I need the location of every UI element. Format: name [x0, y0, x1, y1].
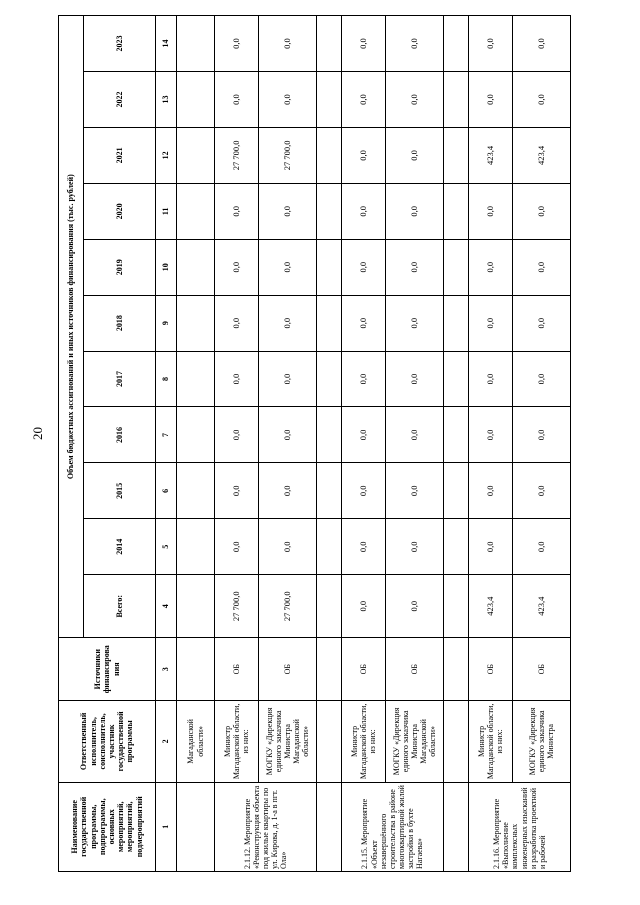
year-value-cell: 423,4	[469, 127, 513, 183]
year-value-cell: 0,0	[469, 351, 513, 407]
column-number: 10	[156, 239, 177, 295]
year-value-cell: 0,0	[342, 16, 386, 72]
source-cell: ОБ	[386, 638, 444, 701]
year-value-cell: 0,0	[386, 351, 444, 407]
source-cell: ОБ	[469, 638, 513, 701]
year-value-cell: 0,0	[386, 239, 444, 295]
year-value-cell: 0,0	[215, 16, 259, 72]
spacer-row	[444, 16, 469, 872]
header-source: Источники финансирова ния	[59, 638, 156, 701]
measure-name-cell: 2.1.12. Мероприятие «Реконструкция объекта под жилые квартиры по ул. Кирова, д. 1-а в пгт. Ола»	[215, 782, 317, 871]
header-year: 2015	[84, 463, 156, 519]
year-cell	[177, 351, 215, 407]
source-cell: ОБ	[342, 638, 386, 701]
measure-name-cell: 2.1.16. Мероприятие «Выполнение комплексных инженерных изысканий и разработка проектной и рабочей	[469, 782, 571, 871]
table-row	[215, 16, 259, 872]
spacer-cell	[444, 638, 469, 701]
column-number: 3	[156, 638, 177, 701]
spacer-cell	[317, 407, 342, 463]
year-cell	[177, 407, 215, 463]
source-cell: ОБ	[259, 638, 317, 701]
executor-cell: Магаданской области»	[177, 701, 215, 782]
page-number: 20	[30, 427, 45, 440]
total-value-cell: 423,4	[513, 575, 571, 638]
year-value-cell: 0,0	[386, 127, 444, 183]
table-row	[386, 16, 444, 872]
source-cell: ОБ	[215, 638, 259, 701]
table-row	[342, 16, 386, 872]
spacer-cell	[317, 127, 342, 183]
year-value-cell: 423,4	[513, 127, 571, 183]
year-value-cell: 0,0	[215, 239, 259, 295]
year-value-cell: 0,0	[469, 407, 513, 463]
year-value-cell: 0,0	[469, 519, 513, 575]
spacer-cell	[317, 575, 342, 638]
header-year: 2022	[84, 72, 156, 128]
header-year: 2018	[84, 295, 156, 351]
spacer-cell	[317, 463, 342, 519]
executor-cell: Министр Магаданской области, из них:	[215, 701, 259, 782]
year-value-cell: 0,0	[386, 295, 444, 351]
column-number: 7	[156, 407, 177, 463]
spacer-cell	[444, 351, 469, 407]
total-value-cell: 0,0	[386, 575, 444, 638]
year-value-cell: 27 700,0	[259, 127, 317, 183]
year-value-cell: 0,0	[259, 16, 317, 72]
total-value-cell: 27 700,0	[215, 575, 259, 638]
year-value-cell: 0,0	[342, 127, 386, 183]
spacer-cell	[317, 701, 342, 782]
header-name: Наименование государственной программы, подпрограммы, основных мероприятий, мероприятий, подмероприятий	[59, 782, 156, 871]
financing-table	[58, 15, 571, 872]
year-value-cell: 0,0	[513, 463, 571, 519]
column-number-row	[156, 16, 177, 872]
year-value-cell: 0,0	[215, 463, 259, 519]
year-value-cell: 0,0	[513, 183, 571, 239]
year-value-cell: 0,0	[342, 295, 386, 351]
year-cell	[177, 519, 215, 575]
year-value-cell: 0,0	[386, 16, 444, 72]
spacer-cell	[444, 239, 469, 295]
spacer-cell	[444, 183, 469, 239]
year-value-cell: 0,0	[386, 183, 444, 239]
year-value-cell: 0,0	[342, 407, 386, 463]
source-cell: ОБ	[513, 638, 571, 701]
year-value-cell: 0,0	[215, 519, 259, 575]
column-number: 2	[156, 701, 177, 782]
executor-cell: Министр Магаданской области, из них:	[342, 701, 386, 782]
spacer-cell	[317, 183, 342, 239]
year-value-cell: 0,0	[513, 239, 571, 295]
year-value-cell: 0,0	[342, 183, 386, 239]
spacer-cell	[444, 463, 469, 519]
year-value-cell: 0,0	[259, 239, 317, 295]
header-year: 2017	[84, 351, 156, 407]
year-value-cell: 0,0	[259, 72, 317, 128]
total-value-cell: 423,4	[469, 575, 513, 638]
header-year: 2023	[84, 16, 156, 72]
year-value-cell: 0,0	[513, 519, 571, 575]
header-year: 2020	[84, 183, 156, 239]
year-value-cell: 0,0	[215, 295, 259, 351]
year-cell	[177, 183, 215, 239]
spacer-cell	[444, 701, 469, 782]
table-row	[259, 16, 317, 872]
total-cell	[177, 575, 215, 638]
column-number: 13	[156, 72, 177, 128]
spacer-cell	[444, 575, 469, 638]
year-value-cell: 0,0	[215, 72, 259, 128]
spacer-cell	[444, 72, 469, 128]
year-value-cell: 0,0	[469, 295, 513, 351]
year-value-cell: 0,0	[513, 72, 571, 128]
year-value-cell: 0,0	[513, 16, 571, 72]
year-value-cell: 0,0	[259, 351, 317, 407]
year-value-cell: 0,0	[342, 72, 386, 128]
executor-cell: МОГКУ «Дирекция единого заказчика Министра Магаданской области»	[386, 701, 444, 782]
year-value-cell: 0,0	[342, 463, 386, 519]
measure-name-cell: 2.1.15. Мероприятие «Объект незавершённого строительства в районе многоквартирной жилой застройки в бухте Нагаева»	[342, 782, 444, 871]
year-value-cell: 0,0	[259, 183, 317, 239]
column-number: 8	[156, 351, 177, 407]
header-row-1	[59, 16, 84, 872]
continuation-row	[177, 16, 215, 872]
header-year: 2014	[84, 519, 156, 575]
spacer-cell	[444, 295, 469, 351]
year-value-cell: 0,0	[215, 351, 259, 407]
year-value-cell: 0,0	[386, 463, 444, 519]
year-value-cell: 0,0	[513, 295, 571, 351]
spacer-cell	[444, 782, 469, 871]
spacer-cell	[317, 519, 342, 575]
column-number: 14	[156, 16, 177, 72]
header-executor: Ответственный исполнитель, соисполнитель, участник государственной программы	[59, 701, 156, 782]
header-year: 2016	[84, 407, 156, 463]
spacer-cell	[317, 782, 342, 871]
spacer-cell	[444, 127, 469, 183]
year-value-cell: 0,0	[259, 463, 317, 519]
header-year: 2019	[84, 239, 156, 295]
spacer-row	[317, 16, 342, 872]
year-value-cell: 0,0	[513, 351, 571, 407]
spacer-cell	[317, 295, 342, 351]
spacer-cell	[317, 351, 342, 407]
spacer-cell	[444, 519, 469, 575]
table-row	[513, 16, 571, 872]
year-value-cell: 0,0	[215, 183, 259, 239]
year-value-cell: 0,0	[259, 295, 317, 351]
spacer-cell	[317, 638, 342, 701]
spacer-cell	[317, 16, 342, 72]
year-value-cell: 0,0	[342, 351, 386, 407]
column-number: 6	[156, 463, 177, 519]
column-number: 12	[156, 127, 177, 183]
year-cell	[177, 463, 215, 519]
header-volume: Объем бюджетных ассигнований и иных источников финансирования (тыс. рублей)	[59, 16, 84, 638]
year-value-cell: 27 700,0	[215, 127, 259, 183]
spacer-cell	[444, 16, 469, 72]
column-number: 4	[156, 575, 177, 638]
executor-cell: Министр Магаданской области, из них:	[469, 701, 513, 782]
column-number: 5	[156, 519, 177, 575]
total-value-cell: 27 700,0	[259, 575, 317, 638]
column-number: 9	[156, 295, 177, 351]
executor-cell: МОГКУ «Дирекция единого заказчика Министра	[513, 701, 571, 782]
table-row	[469, 16, 513, 872]
spacer-cell	[444, 407, 469, 463]
year-cell	[177, 239, 215, 295]
year-value-cell: 0,0	[469, 183, 513, 239]
year-value-cell: 0,0	[386, 72, 444, 128]
year-value-cell: 0,0	[215, 407, 259, 463]
year-value-cell: 0,0	[386, 519, 444, 575]
column-number: 1	[156, 782, 177, 871]
total-value-cell: 0,0	[342, 575, 386, 638]
spacer-cell	[317, 72, 342, 128]
year-cell	[177, 16, 215, 72]
year-value-cell: 0,0	[469, 72, 513, 128]
year-cell	[177, 295, 215, 351]
year-value-cell: 0,0	[386, 407, 444, 463]
year-cell	[177, 72, 215, 128]
year-value-cell: 0,0	[259, 407, 317, 463]
year-value-cell: 0,0	[469, 463, 513, 519]
year-value-cell: 0,0	[469, 16, 513, 72]
rotated-page	[58, 15, 556, 872]
year-value-cell: 0,0	[342, 239, 386, 295]
year-cell	[177, 127, 215, 183]
spacer-cell	[317, 239, 342, 295]
source-cell	[177, 638, 215, 701]
year-value-cell: 0,0	[469, 239, 513, 295]
year-value-cell: 0,0	[259, 519, 317, 575]
name-cell	[177, 782, 215, 871]
header-total: Всего:	[84, 575, 156, 638]
column-number: 11	[156, 183, 177, 239]
executor-cell: МОГКУ «Дирекция единого заказчика Министра Магаданской области»	[259, 701, 317, 782]
header-year: 2021	[84, 127, 156, 183]
year-value-cell: 0,0	[513, 407, 571, 463]
year-value-cell: 0,0	[342, 519, 386, 575]
